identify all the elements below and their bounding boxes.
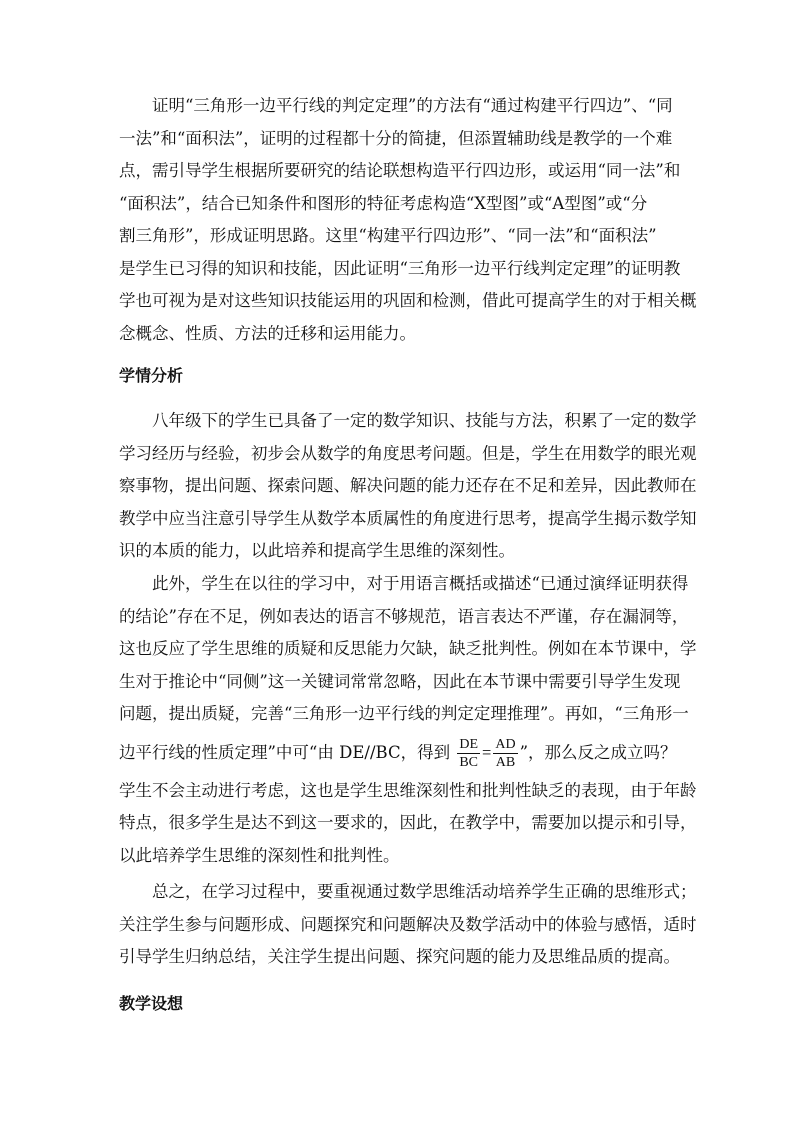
text-line: 学生不会主动进行考虑，这也是学生思维深刻性和批判性缺乏的表现，由于年龄 xyxy=(119,780,697,800)
text-line: 学习经历与经验，初步会从数学的角度思考问题。但是，学生在用数学的眼光观 xyxy=(119,443,697,463)
fraction-denominator: BC xyxy=(459,754,479,770)
text-line: 以此培养学生思维的深刻性和批判性。 xyxy=(119,845,400,865)
text-line: 关注学生参与问题形成、问题探究和问题解决及数学活动中的体验与感悟，适时 xyxy=(119,914,697,934)
text-line: 问题，提出质疑，完善“三角形一边平行线的判定定理推理”。再如，“三角形一 xyxy=(119,704,689,723)
text-line: 一法”和“面积法”，证明的过程都十分的简捷，但添置辅助线是教学的一个难 xyxy=(119,128,673,148)
text-line: 证明“三角形一边平行线的判定定理”的方法有“通过构建平行四边”、“同 xyxy=(152,96,673,115)
text-line: 的结论”存在不足，例如表达的语言不够规范，语言表达不严谨，存在漏洞等， xyxy=(119,606,689,626)
fraction-ad-ab xyxy=(493,736,517,771)
section-heading-student-analysis: 学情分析 xyxy=(119,366,184,385)
text-line: 这也反应了学生思维的质疑和反思能力欠缺，缺乏批判性。例如在本节课中，学 xyxy=(119,639,697,658)
formula-line xyxy=(119,731,679,775)
fraction-de-bc xyxy=(457,736,480,771)
text-line: 察事物，提出问题、探索问题、解决问题的能力还存在不足和差异，因此教师在 xyxy=(119,476,697,495)
text-line: 教学中应当注意引导学生从数学本质属性的角度进行思考，提高学生揭示数学知 xyxy=(119,508,697,528)
fraction-denominator: AB xyxy=(495,754,516,770)
text-line: 学也可视为是对这些知识技能运用的巩固和检测，借此可提高学生的对于相关概 xyxy=(119,291,697,310)
formula-suffix: ”，那么反之成立吗？ xyxy=(519,742,677,762)
paragraph-conclusion xyxy=(119,876,697,974)
section-heading-teaching-design: 教学设想 xyxy=(119,994,184,1013)
text-line: 引导学生归纳总结，关注学生提出问题、探究问题的能力及思维品质的提高。 xyxy=(119,947,680,966)
text-line: 识的本质的能力，以此培养和提高学生思维的深刻性。 xyxy=(119,541,515,560)
text-line: 生对于推论中“同侧”这一关键词常常忽略，因此在本节课中需要引导学生发现 xyxy=(119,671,681,691)
text-line: 点，需引导学生根据所要研究的结论联想构造平行四边形，或运用“同一法”和 xyxy=(119,161,681,180)
fraction-numerator: DE xyxy=(457,736,480,754)
text-line: “面积法”，结合已知条件和图形的特征考虑构造“X型图”或“A型图”或“分 xyxy=(119,193,648,213)
text-line: 特点，很多学生是达不到这一要求的，因此，在教学中，需要加以提示和引导， xyxy=(119,813,697,832)
text-line: 割三角形”，形成证明思路。这里“构建平行四边形”、“同一法”和“面积法” xyxy=(119,226,657,245)
text-line: 是学生已习得的知识和技能，因此证明“三角形一边平行线判定定理”的证明教 xyxy=(119,258,681,278)
paragraph-student-weakness xyxy=(119,568,697,872)
text-line: 念概念、性质、方法的迁移和运用能力。 xyxy=(119,323,416,343)
text-line: 八年级下的学生已具备了一定的数学知识、技能与方法，积累了一定的数学 xyxy=(152,411,697,430)
paragraph-student-ability xyxy=(119,405,697,568)
formula-prefix: 边平行线的性质定理”中可“由 DE//BC，得到 xyxy=(119,742,451,762)
text-line: 总之，在学习过程中，要重视通过数学思维活动培养学生正确的思维形式； xyxy=(152,882,697,901)
fraction-numerator: AD xyxy=(495,736,516,752)
paragraph-proof-methods xyxy=(119,90,697,350)
equals-sign: = xyxy=(482,742,492,762)
text-line: 此外，学生在以往的学习中，对于用语言概括或描述“已通过演绎证明获得 xyxy=(152,574,689,593)
